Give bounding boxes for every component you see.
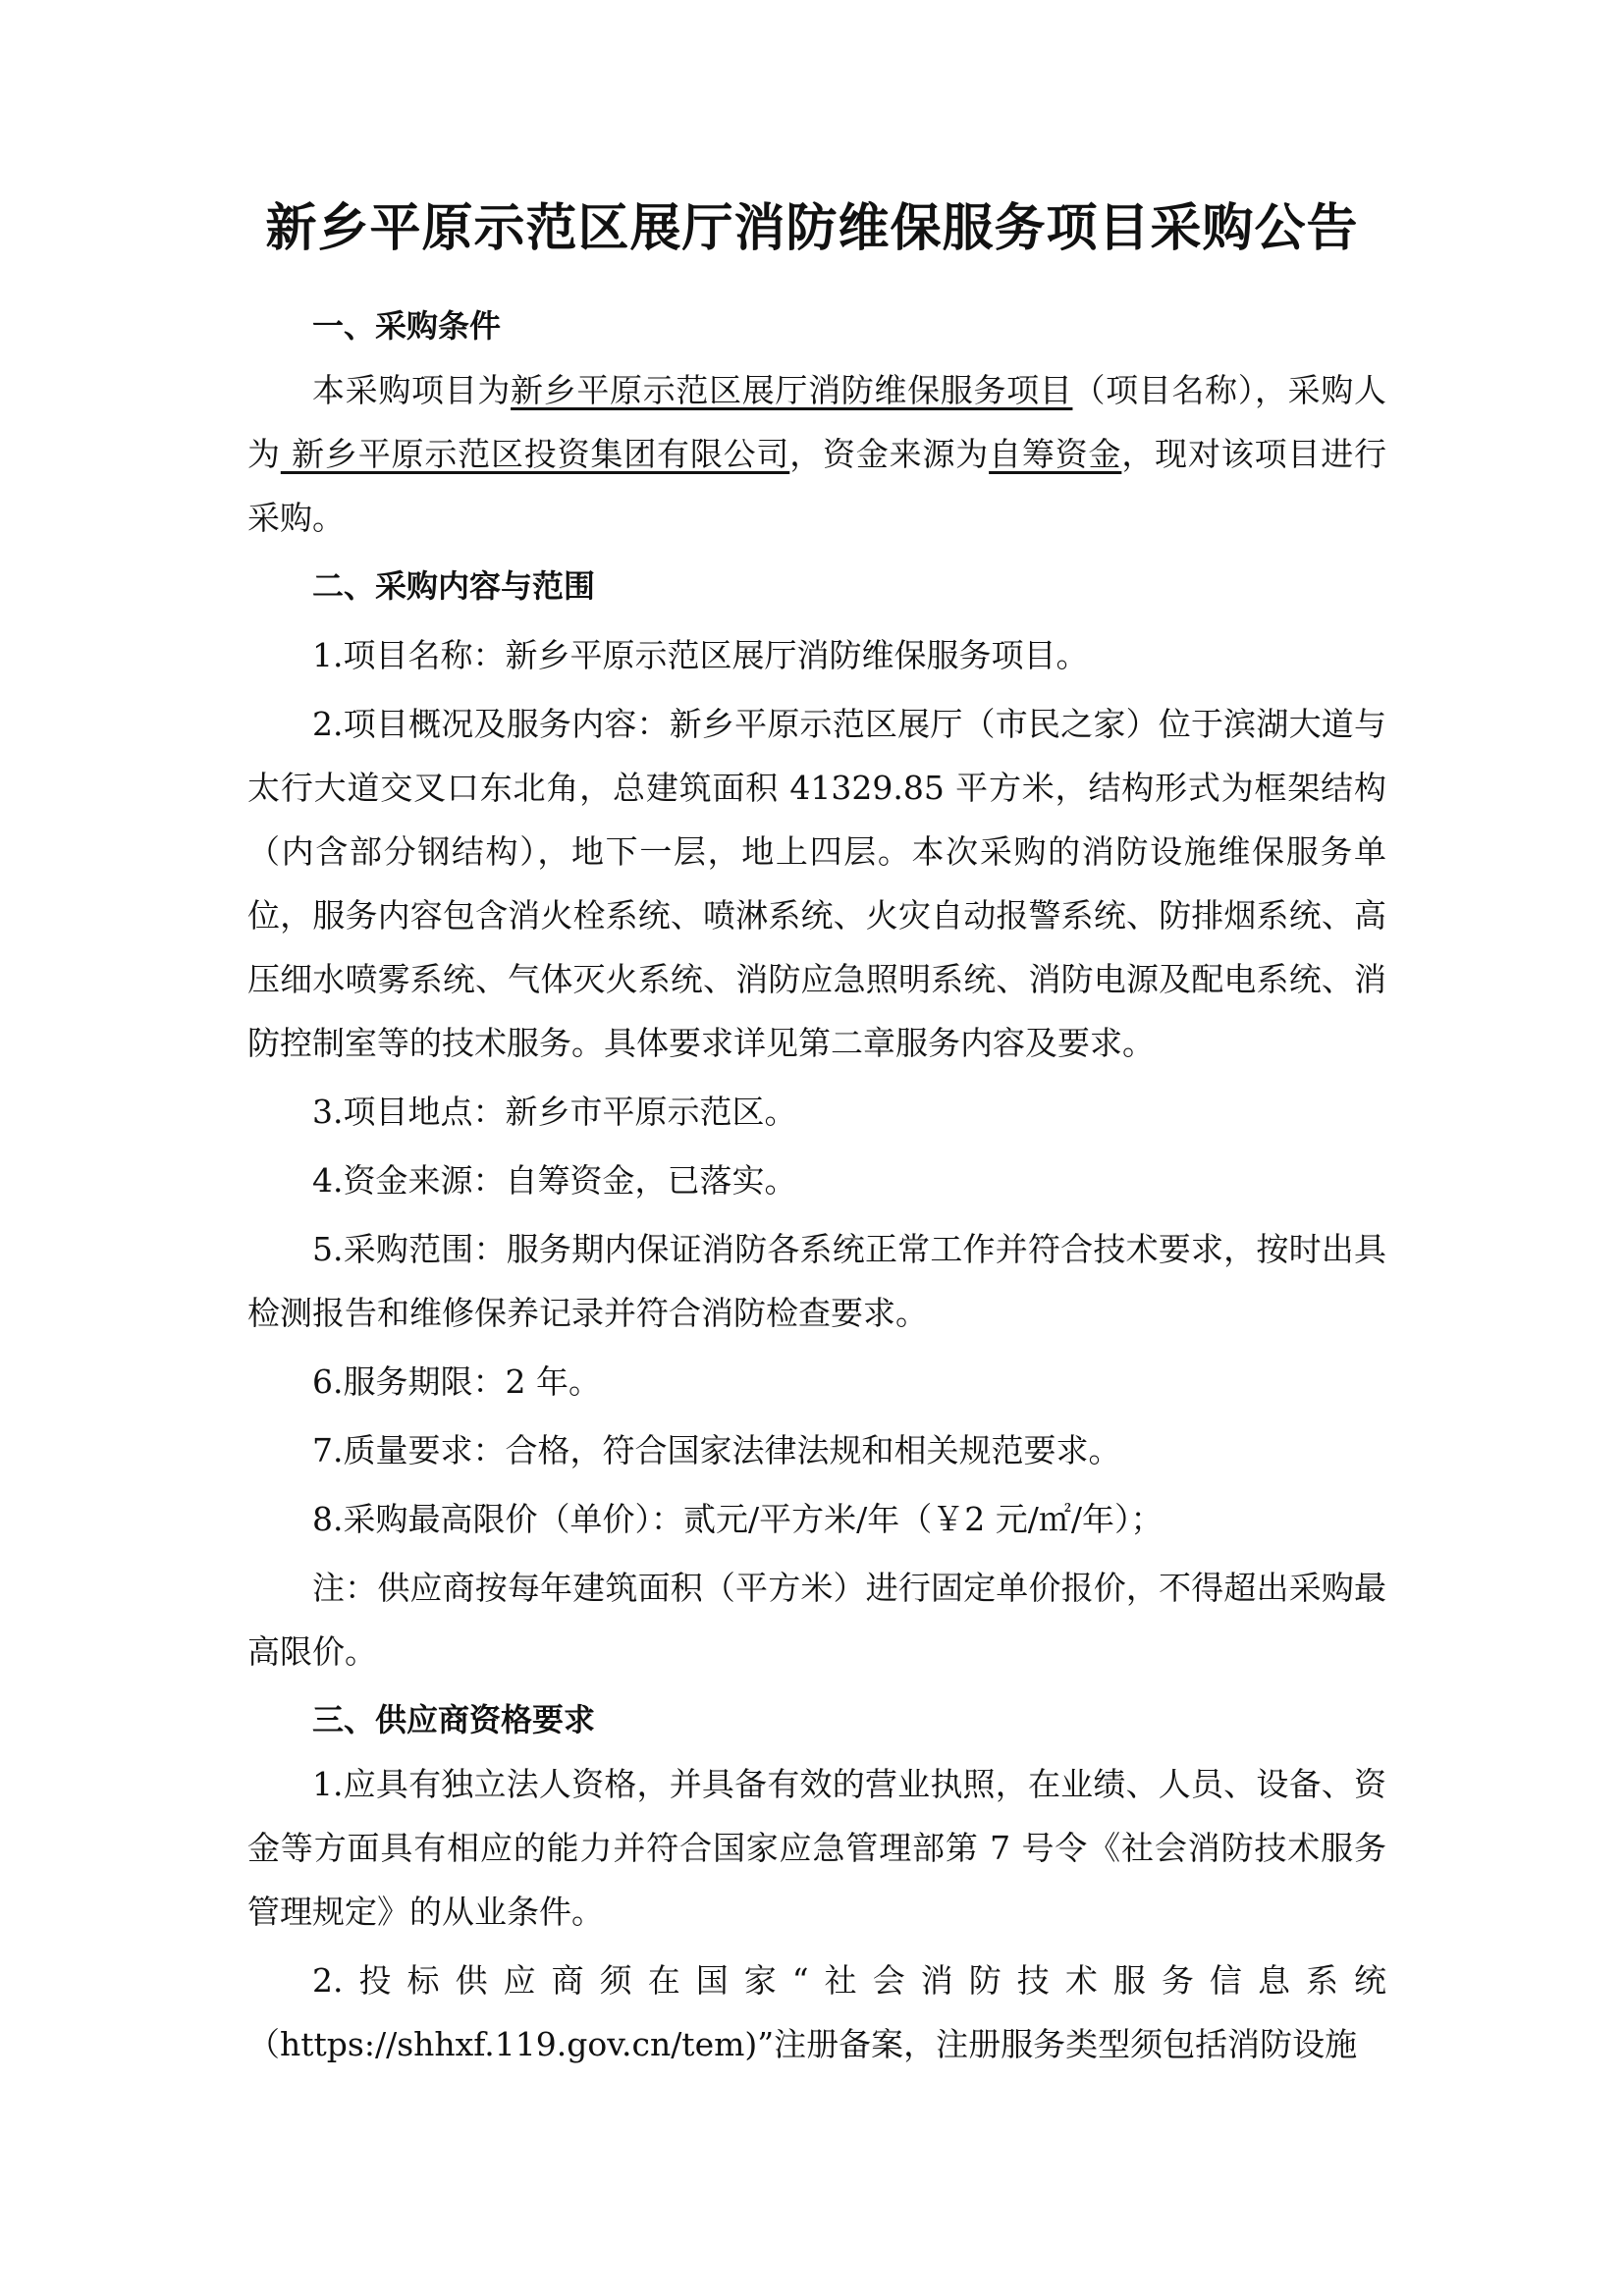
purchaser-name: 新乡平原示范区投资集团有限公司 — [280, 435, 790, 473]
section-2-item: 7.质量要求：合格，符合国家法律法规和相关规范要求。 — [312, 1431, 1121, 1469]
section-3-item: 1.应具有独立法人资格，并具备有效的营业执照，在业绩、人员、设备、资金等方面具有相应的能力并符合国家应急管理部第 7 号令《社会消防技术服务管理规定》的从业条件。 — [247, 1765, 1386, 1931]
section-1-heading: 一、采购条件 — [312, 307, 502, 345]
section-2-item: 4.资金来源：自筹资金，已落实。 — [312, 1161, 797, 1200]
section-2-item: 1.项目名称：新乡平原示范区展厅消防维保服务项目。 — [312, 636, 1089, 674]
fund-source: 自筹资金 — [989, 435, 1122, 473]
section-2-item: 8.采购最高限价（单价）：贰元/平方米/年（￥2 元/㎡/年）； — [312, 1500, 1164, 1538]
section-2-item: 6.服务期限：2 年。 — [312, 1362, 601, 1401]
document-title: 新乡平原示范区展厅消防维保服务项目采购公告 — [265, 199, 1359, 258]
section-2-item: 3.项目地点：新乡市平原示范区。 — [312, 1093, 797, 1131]
section-3-heading: 三、供应商资格要求 — [312, 1701, 596, 1738]
section-2-item: 2.项目概况及服务内容：新乡平原示范区展厅（市民之家）位于滨湖大道与太行大道交叉口东北角，总建筑面积 41329.85 平方米，结构形式为框架结构（内含部分钢结构），地下一层，地上四层。本次采购的消防设施维保服务单位，服务内容包含消火栓系统、喷淋系统、火灾自动报警系统、防排烟系统、高压细水喷雾系统、气体灭火系统、消防应急照明系统、消防电源及配电系统、消防控制室等的技术服务。具体要求详见第二章服务内容及要求。 — [247, 705, 1386, 1062]
project-name: 新乡平原示范区展厅消防维保服务项目 — [511, 371, 1073, 409]
section-2-item: 5.采购范围：服务期内保证消防各系统正常工作并符合技术要求，按时出具检测报告和维修保养记录并符合消防检查要求。 — [247, 1230, 1386, 1332]
section-2-heading: 二、采购内容与范围 — [312, 567, 596, 605]
section-1-paragraph — [247, 358, 1386, 550]
text-run: 本采购项目为 — [312, 371, 512, 409]
text-run: （项目名称），采购人为 — [247, 371, 1386, 473]
document-body — [247, 294, 1386, 2076]
section-2-note: 注：供应商按每年建筑面积（平方米）进行固定单价报价，不得超出采购最高限价。 — [247, 1569, 1386, 1671]
text-run: ，资金来源为 — [789, 435, 990, 473]
section-3-item: 2.投标供应商须在国家“社会消防技术服务信息系统（https://shhxf.119.gov.cn/tem)”注册备案，注册服务类型须包括消防设施 — [247, 1961, 1386, 2063]
text-run: ，现对该项目进行采购。 — [247, 435, 1387, 537]
